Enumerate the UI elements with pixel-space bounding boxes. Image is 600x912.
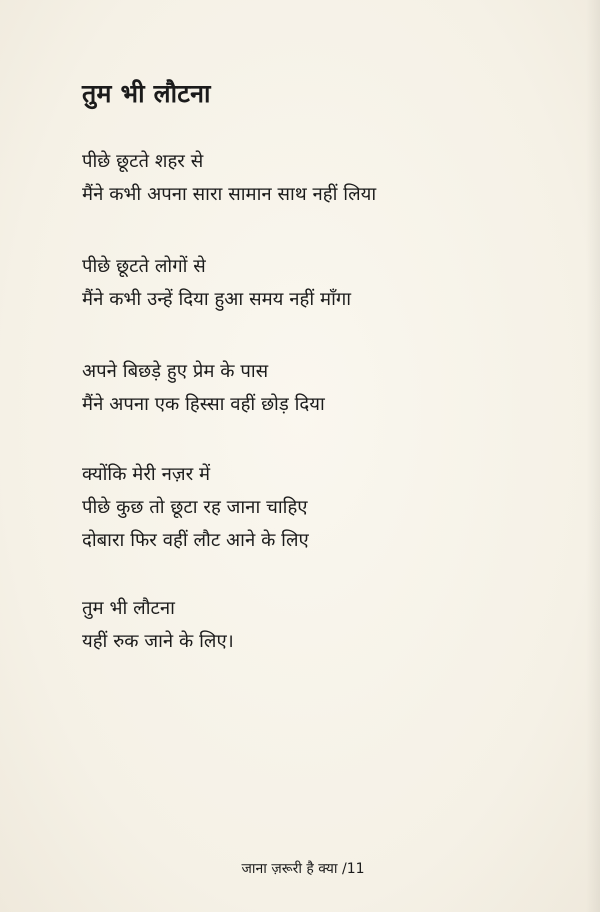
stanza-4	[82, 458, 309, 557]
poem-line: मैंने अपना एक हिस्सा वहीं छोड़ दिया	[82, 394, 325, 415]
poem-line: मैंने कभी उन्हें दिया हुआ समय नहीं माँगा	[82, 289, 352, 310]
poem-line: यहीं रुक जाने के लिए।	[82, 631, 234, 652]
page-edge-shadow	[586, 0, 600, 912]
poem-line: क्योंकि मेरी नज़र में	[82, 464, 211, 485]
poem-line: दोबारा फिर वहीं लौट आने के लिए	[82, 530, 309, 551]
poem-line: पीछे कुछ तो छूटा रह जाना चाहिए	[82, 497, 308, 518]
poem-line: तुम भी लौटना	[82, 598, 175, 619]
poem-line: पीछे छूटते लोगों से	[82, 256, 206, 277]
poem-line: अपने बिछड़े हुए प्रेम के पास	[82, 361, 269, 382]
stanza-5	[82, 592, 234, 658]
stanza-1	[82, 145, 376, 211]
stanza-2	[82, 250, 351, 316]
poem-line: मैंने कभी अपना सारा सामान साथ नहीं लिया	[82, 184, 377, 205]
stanza-3	[82, 355, 325, 421]
poem-line: पीछे छूटते शहर से	[82, 151, 204, 172]
poem-title: तुम भी लौटना	[82, 79, 211, 108]
page-footer-running-head: जाना ज़रूरी है क्या /11	[241, 861, 365, 877]
